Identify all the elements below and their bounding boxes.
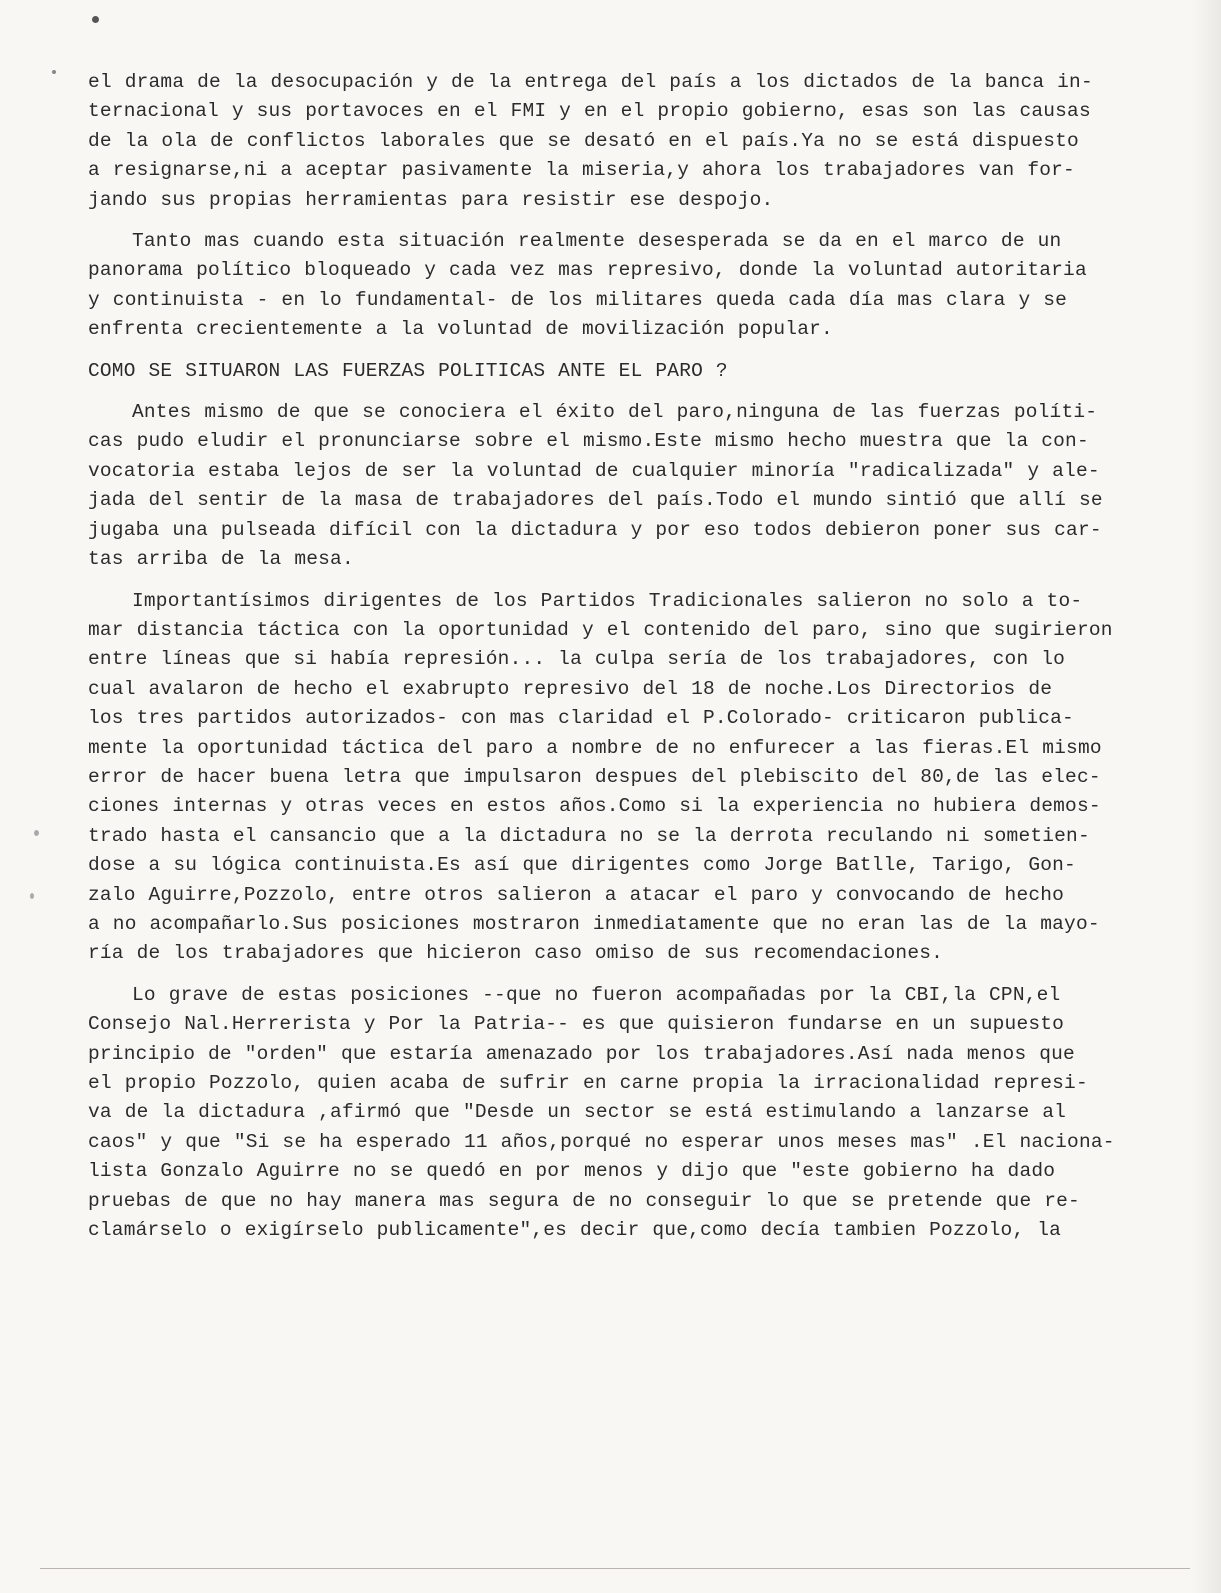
ink-speck — [34, 830, 39, 836]
text-line: pruebas de que no hay manera mas segura de no conseguir lo que se pretende que re- — [88, 1189, 1080, 1212]
typed-text-body — [88, 68, 1115, 1257]
text-line: Antes mismo de que se conociera el éxito del paro,ninguna de las fuerzas políti- — [132, 401, 1098, 424]
text-line: error de hacer buena letra que impulsaron despues del plebiscito del 80,de las elec- — [88, 765, 1101, 788]
paragraph-4 — [88, 587, 1113, 969]
text-line: dose a su lógica continuista.Es así que dirigentes como Jorge Batlle, Tarigo, Gon- — [88, 854, 1076, 877]
text-line: panorama político bloqueado y cada vez mas represivo, donde la voluntad autoritaria — [88, 259, 1087, 282]
punch-hole-mark — [92, 16, 99, 23]
text-line: mar distancia táctica con la oportunidad y el contenido del paro, sino que sugirieron — [88, 618, 1113, 641]
text-line: el drama de la desocupación y de la entrega del país a los dictados de la banca in- — [88, 71, 1093, 93]
text-line: jada del sentir de la masa de trabajadores del país.Todo el mundo sintió que allí se — [88, 489, 1103, 512]
paragraph-2 — [88, 227, 1088, 345]
text-line: a no acompañarlo.Sus posiciones mostraron inmediatamente que no eran las de la mayo- — [88, 912, 1100, 935]
text-line: ciones internas y otras veces en estos años.Como si la experiencia no hubiera demos- — [88, 795, 1101, 818]
text-line: Consejo Nal.Herrerista y Por la Patria-- es que quisieron fundarse en un supuesto — [88, 1013, 1065, 1036]
page-edge-shadow — [1191, 0, 1221, 1593]
text-line: principio de "orden" que estaría amenazado por los trabajadores.Así nada menos que — [88, 1042, 1075, 1065]
text-line: va de la dictadura ,afirmó que "Desde un sector se está estimulando a lanzarse al — [88, 1101, 1067, 1124]
ink-speck — [52, 70, 56, 74]
page-bottom-rule — [40, 1568, 1190, 1569]
text-line: cual avalaron de hecho el exabrupto represivo del 18 de noche.Los Directorios de — [88, 677, 1053, 700]
paragraph-3 — [88, 398, 1103, 574]
text-line: caos" y que "Si se ha esperado 11 años,porqué no esperar unos meses mas" .El naciona- — [88, 1130, 1115, 1153]
text-line: cas pudo eludir el pronunciarse sobre el mismo.Este mismo hecho muestra que la con- — [88, 430, 1089, 453]
text-line: de la ola de conflictos laborales que se desató en el país.Ya no se está dispuesto — [88, 129, 1079, 152]
text-line: mente la oportunidad táctica del paro a nombre de no enfurecer a las fieras.El mismo — [88, 736, 1102, 759]
text-line: Tanto mas cuando esta situación realmente desesperada se da en el marco de un — [132, 230, 1062, 253]
text-line: trado hasta el cansancio que a la dictadura no se la derrota reculando ni sometien- — [88, 824, 1090, 847]
text-line: entre líneas que si había represión... la culpa sería de los trabajadores, con lo — [88, 648, 1066, 671]
text-line: jando sus propias herramientas para resistir ese despojo. — [88, 188, 774, 211]
text-line: lista Gonzalo Aguirre no se quedó en por menos y dijo que "este gobierno ha dado — [88, 1160, 1056, 1183]
text-line: enfrenta crecientemente a la voluntad de movilización popular. — [88, 318, 833, 341]
ink-speck — [30, 893, 34, 899]
text-line: ternacional y sus portavoces en el FMI y en el propio gobierno, esas son las causas — [88, 100, 1091, 123]
text-line: vocatoria estaba lejos de ser la voluntad de cualquier minoría "radicalizada" y ale- — [88, 459, 1100, 482]
text-line: ría de los trabajadores que hicieron caso omiso de sus recomendaciones. — [88, 942, 944, 965]
text-line: Lo grave de estas posiciones --que no fueron acompañadas por la CBI,la CPN,el — [132, 983, 1061, 1006]
text-line: tas arriba de la mesa. — [88, 548, 354, 571]
text-line: a resignarse,ni a aceptar pasivamente la miseria,y ahora los trabajadores van for- — [88, 159, 1075, 182]
paragraph-5 — [88, 981, 1115, 1246]
text-line: y continuista - en lo fundamental- de los militares queda cada día mas clara y se — [88, 288, 1068, 311]
text-line: los tres partidos autorizados- con mas claridad el P.Colorado- criticaron publica- — [88, 707, 1074, 730]
text-line: Importantísimos dirigentes de los Partidos Tradicionales salieron no solo a to- — [132, 589, 1083, 612]
text-line: el propio Pozzolo, quien acaba de sufrir en carne propia la irracionalidad represi- — [88, 1072, 1088, 1094]
section-heading: COMO SE SITUARON LAS FUERZAS POLITICAS ANTE EL PARO ? — [88, 359, 728, 382]
paragraph-1 — [88, 68, 1093, 215]
text-line: jugaba una pulseada difícil con la dictadura y por eso todos debieron poner sus car- — [88, 518, 1102, 541]
text-line: zalo Aguirre,Pozzolo, entre otros salieron a atacar el paro y convocando de hecho — [88, 883, 1065, 906]
text-line: clamárselo o exigírselo publicamente",es decir que,como decía tambien Pozzolo, la — [88, 1219, 1062, 1242]
